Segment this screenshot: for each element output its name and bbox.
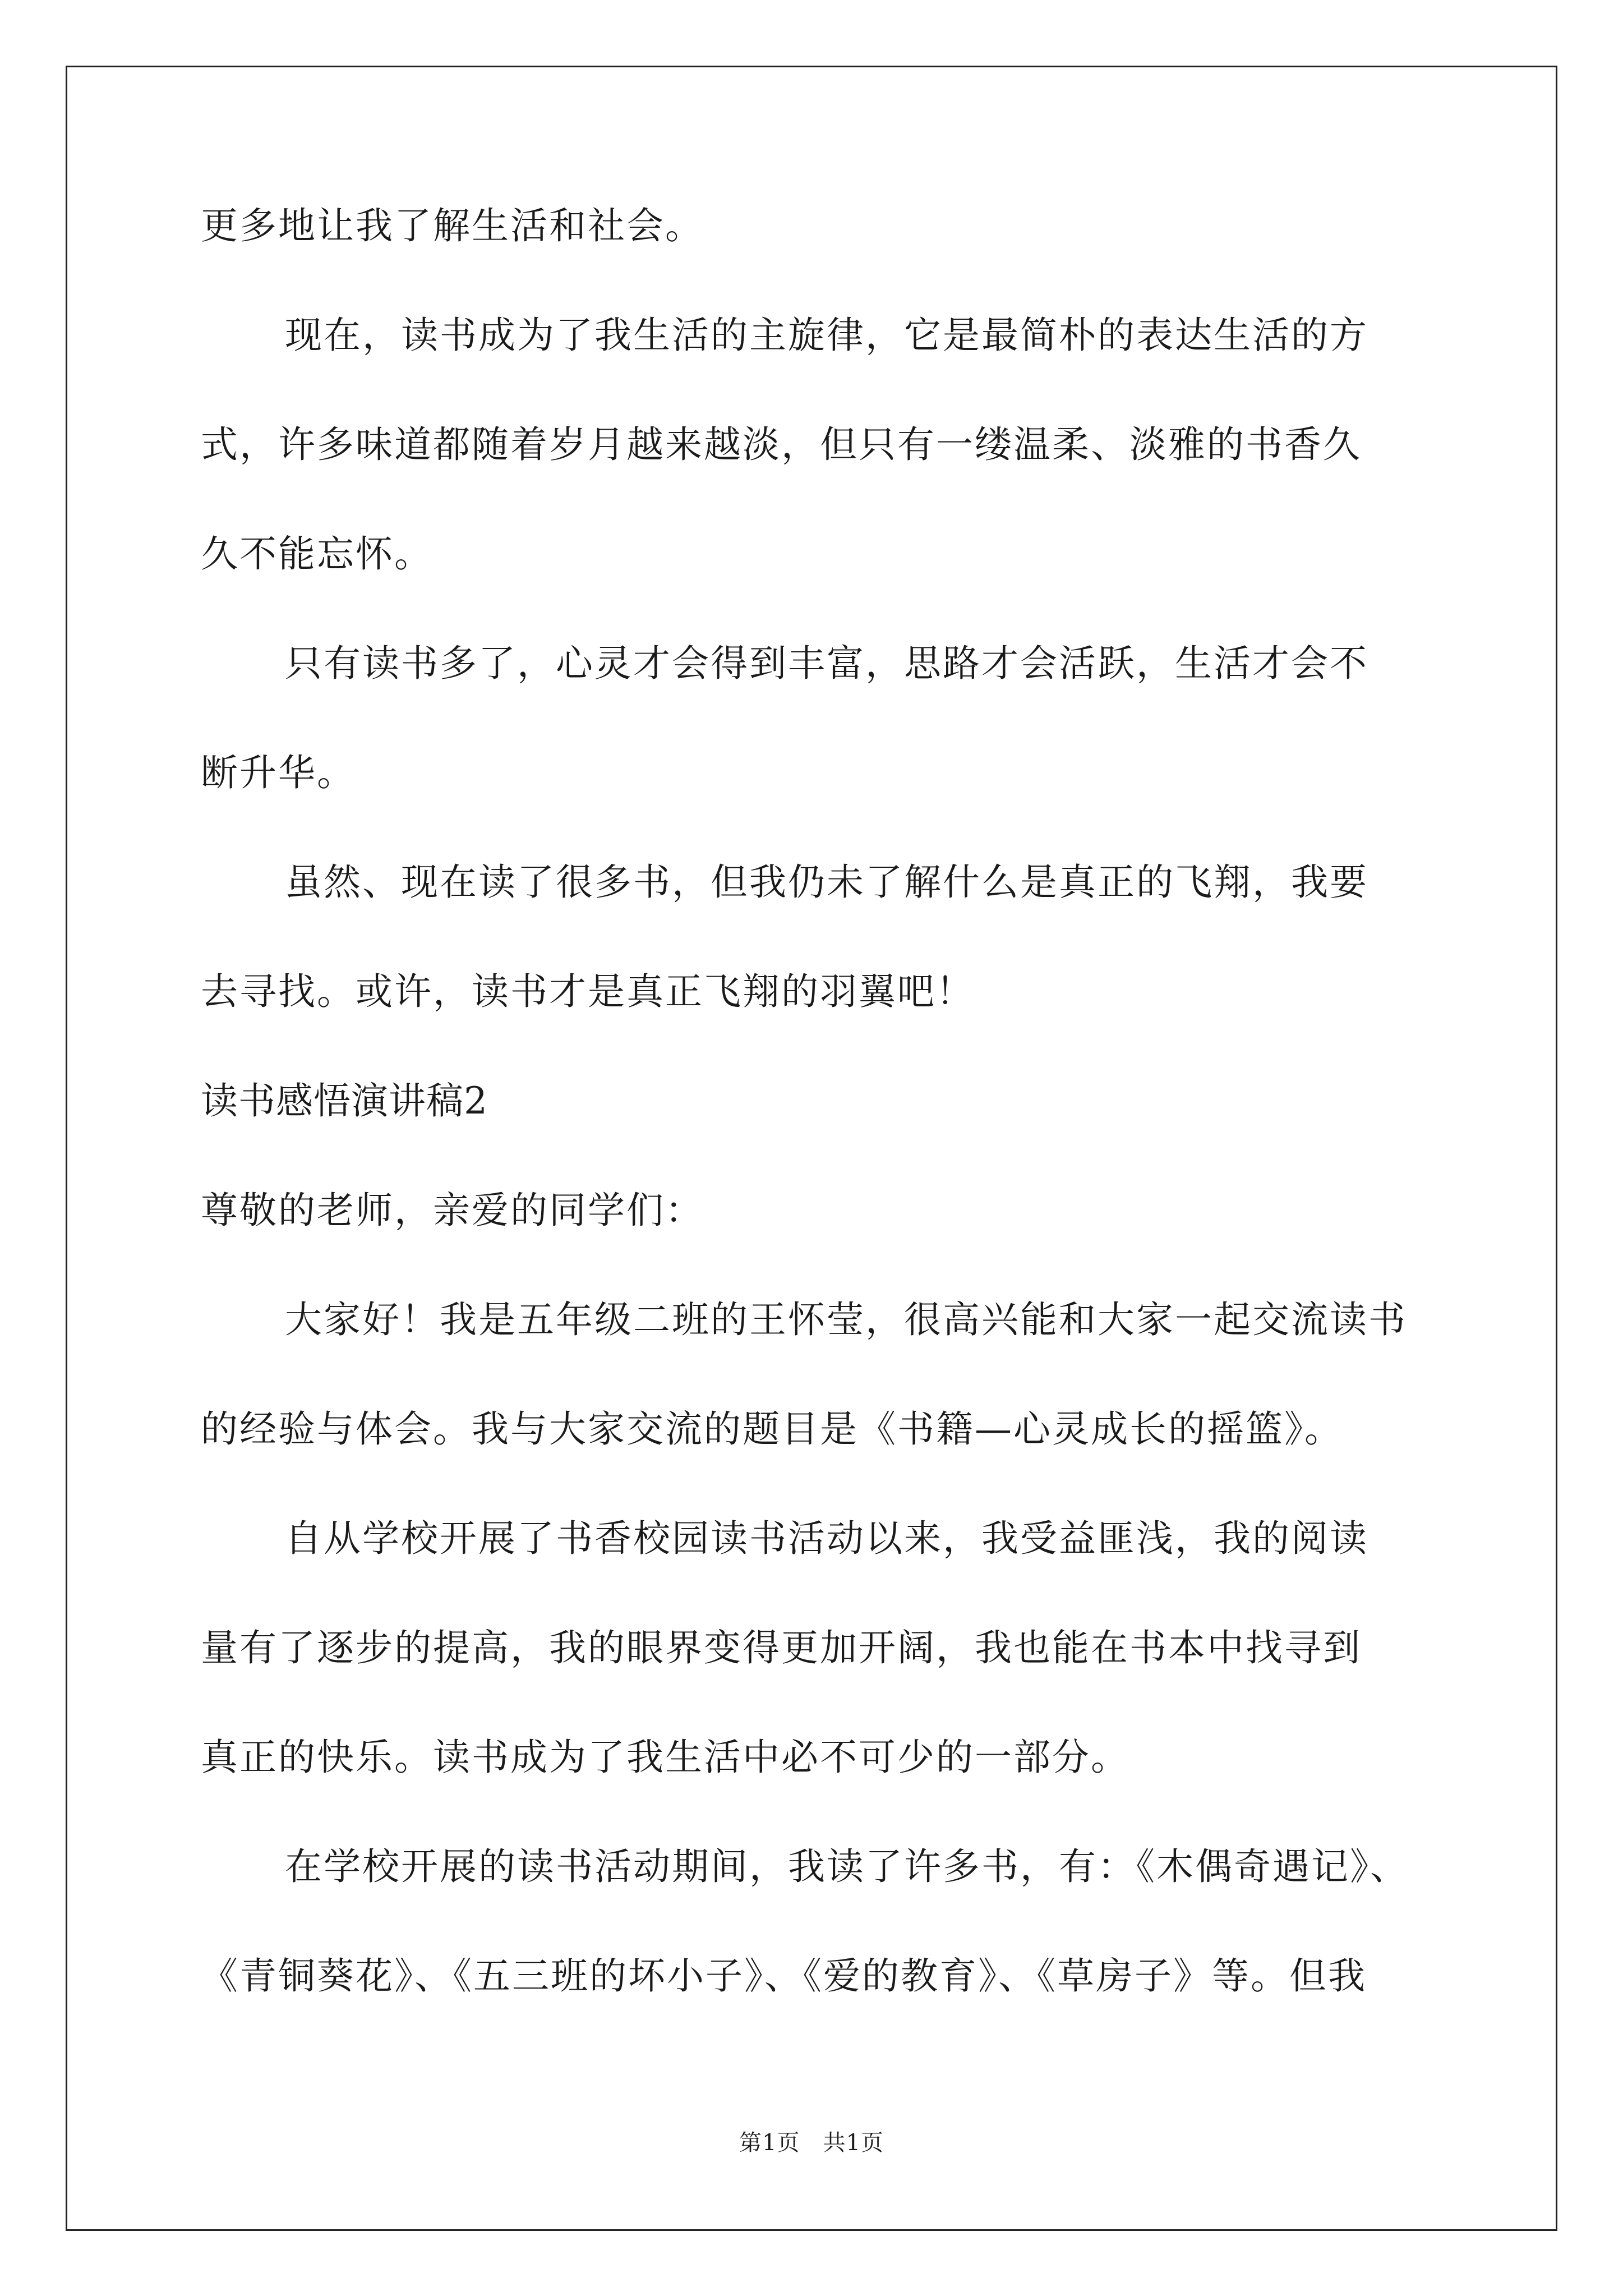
section-heading: 读书感悟演讲稿2: [201, 1079, 488, 1122]
paragraph-start: 大家好！我是五年级二班的王怀莹，很高兴能和大家一起交流读书: [285, 1298, 1407, 1341]
paragraph-start: 虽然、现在读了很多书，但我仍未了解什么是真正的飞翔，我要: [285, 861, 1368, 904]
text-line: 断升华。: [201, 751, 356, 794]
paragraph-start: 在学校开展的读书活动期间，我读了许多书，有：《木偶奇遇记》、: [285, 1845, 1409, 1888]
text-line: 去寻找。或许，读书才是真正飞翔的羽翼吧！: [201, 970, 975, 1013]
text-line: 量有了逐步的提高，我的眼界变得更加开阔，我也能在书本中找寻到: [201, 1626, 1362, 1669]
paragraph-start: 自从学校开展了书香校园读书活动以来，我受益匪浅，我的阅读: [285, 1517, 1368, 1560]
text-line: 《青铜葵花》、《五三班的坏小子》、《爱的教育》、《草房子》等。但我: [201, 1954, 1367, 1998]
text-line: 久不能忘怀。: [201, 532, 433, 576]
page-frame: [66, 66, 1557, 2231]
text-line: 更多地让我了解生活和社会。: [201, 204, 704, 247]
text-line: 的经验与体会。我与大家交流的题目是《书籍—心灵成长的摇篮》。: [201, 1407, 1343, 1451]
paragraph-start: 只有读书多了，心灵才会得到丰富，思路才会活跃，生活才会不: [285, 642, 1368, 685]
page-footer: 第1页 共1页: [739, 2130, 884, 2156]
text-line: 真正的快乐。读书成为了我生活中必不可少的一部分。: [201, 1736, 1129, 1779]
salutation: 尊敬的老师，亲爱的同学们：: [201, 1189, 704, 1232]
paragraph-start: 现在，读书成为了我生活的主旋律，它是最简朴的表达生活的方: [285, 314, 1368, 357]
text-line: 式，许多味道都随着岁月越来越淡，但只有一缕温柔、淡雅的书香久: [201, 423, 1362, 466]
